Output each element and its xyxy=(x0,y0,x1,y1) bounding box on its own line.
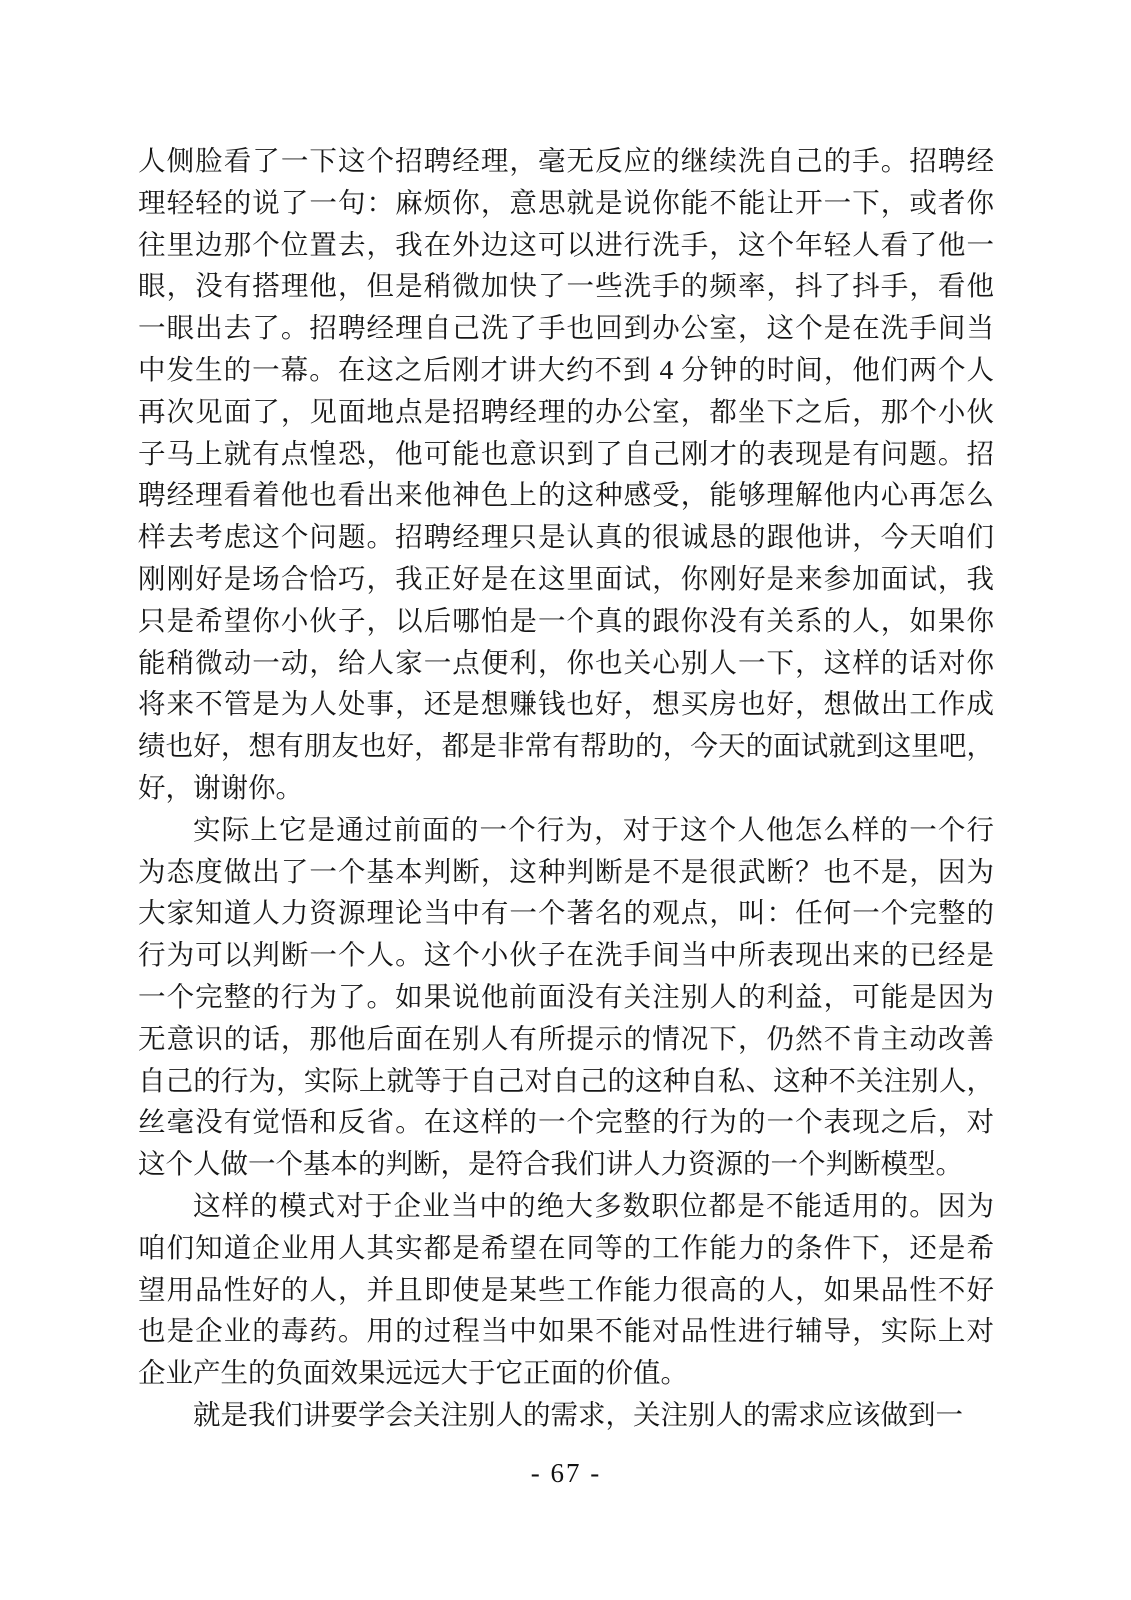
text-line: 咱们知道企业用人其实都是希望在同等的工作能力的条件下，还是希 xyxy=(138,1231,994,1263)
text-line: 一眼出去了。招聘经理自己洗了手也回到办公室，这个是在洗手间当 xyxy=(138,312,994,344)
text-line: 刚刚好是场合恰巧，我正好是在这里面试，你刚好是来参加面试，我 xyxy=(138,562,994,594)
text-line: 这个人做一个基本的判断，是符合我们讲人力资源的一个判断模型。 xyxy=(138,1148,963,1180)
text-line: 为态度做出了一个基本判断，这种判断是不是很武断？也不是，因为 xyxy=(138,855,994,887)
page-footer xyxy=(138,1458,994,1489)
text-line: 大家知道人力资源理论当中有一个著名的观点，叫：任何一个完整的 xyxy=(138,897,994,929)
text-line: 实际上它是通过前面的一个行为，对于这个人他怎么样的一个行 xyxy=(193,813,994,845)
text-line: 将来不管是为人处事，还是想赚钱也好，想买房也好，想做出工作成 xyxy=(138,688,994,720)
text-line: 这样的模式对于企业当中的绝大多数职位都是不能适用的。因为 xyxy=(193,1189,994,1221)
page-number: - 67 - xyxy=(530,1458,602,1488)
text-line: 一个完整的行为了。如果说他前面没有关注别人的利益，可能是因为 xyxy=(138,980,994,1012)
text-line: 望用品性好的人，并且即使是某些工作能力很高的人，如果品性不好 xyxy=(138,1273,994,1305)
text-line: 只是希望你小伙子，以后哪怕是一个真的跟你没有关系的人，如果你 xyxy=(138,604,994,636)
text-line: 行为可以判断一个人。这个小伙子在洗手间当中所表现出来的已经是 xyxy=(138,939,994,971)
text-line: 无意识的话，那他后面在别人有所提示的情况下，仍然不肯主动改善 xyxy=(138,1022,994,1054)
text-line: 企业产生的负面效果远远大于它正面的价值。 xyxy=(138,1357,688,1389)
text-line: 眼，没有搭理他，但是稍微加快了一些洗手的频率，抖了抖手，看他 xyxy=(138,270,994,302)
text-line: 也是企业的毒药。用的过程当中如果不能对品性进行辅导，实际上对 xyxy=(138,1315,994,1347)
text-line: 丝毫没有觉悟和反省。在这样的一个完整的行为的一个表现之后，对 xyxy=(138,1106,994,1138)
text-line: 就是我们讲要学会关注别人的需求，关注别人的需求应该做到一 xyxy=(193,1398,963,1430)
text-line: 样去考虑这个问题。招聘经理只是认真的很诚恳的跟他讲，今天咱们 xyxy=(138,521,994,553)
text-line: 再次见面了，见面地点是招聘经理的办公室，都坐下之后，那个小伙 xyxy=(138,395,994,427)
text-line: 聘经理看着他也看出来他神色上的这种感受，能够理解他内心再怎么 xyxy=(138,479,994,511)
text-line: 能稍微动一动，给人家一点便利，你也关心别人一下，这样的话对你 xyxy=(138,646,994,678)
text-line: 人侧脸看了一下这个招聘经理，毫无反应的继续洗自己的手。招聘经 xyxy=(138,145,994,176)
text-line: 往里边那个位置去，我在外边这可以进行洗手，这个年轻人看了他一 xyxy=(138,228,994,260)
text-line: 理轻轻的说了一句：麻烦你，意思就是说你能不能让开一下，或者你 xyxy=(138,186,994,218)
text-line: 自己的行为，实际上就等于自己对自己的这种自私、这种不关注别人， xyxy=(138,1064,994,1096)
text-line: 中发生的一幕。在这之后刚才讲大约不到 4 分钟的时间，他们两个人 xyxy=(138,353,994,385)
text-line: 子马上就有点惶恐，他可能也意识到了自己刚才的表现是有问题。招 xyxy=(138,437,994,469)
text-line: 绩也好，想有朋友也好，都是非常有帮助的，今天的面试就到这里吧， xyxy=(138,730,994,762)
text-line: 好，谢谢你。 xyxy=(138,771,303,803)
body-text xyxy=(138,140,994,1436)
